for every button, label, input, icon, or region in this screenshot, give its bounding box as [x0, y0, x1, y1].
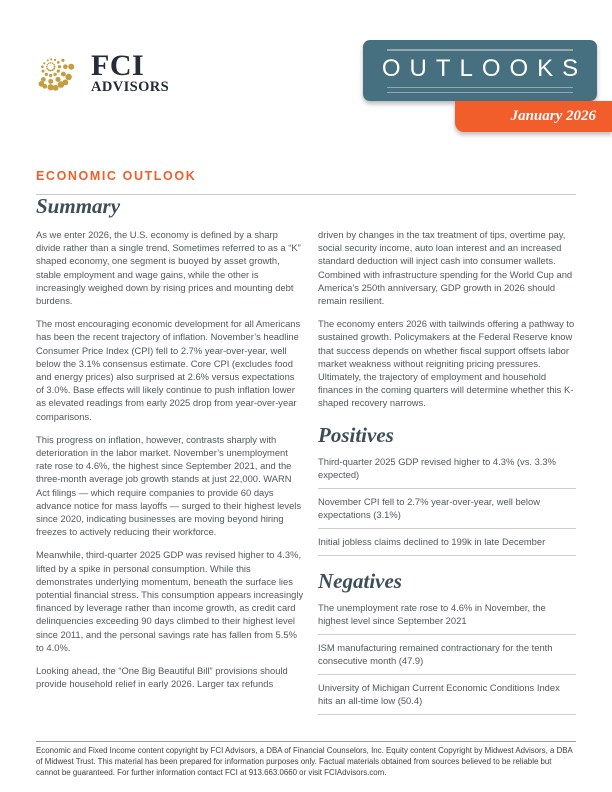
masthead	[363, 40, 597, 101]
summary-heading: Summary	[36, 194, 121, 218]
footer-disclaimer: Economic and Fixed Income content copyright by FCI Advisors, a DBA of Financial Counselors, Inc. Equity content Copyright by Midwest Advisors, a DBA of Midwest Trust. This material has been prepared for information purposes only. Factual materials obtained from sources believed to be reliable but cannot be guaranteed. For further information contact FCI at 913.663.0660 or visit FCIAdvisors.com.	[36, 746, 573, 777]
brand-name-top: FCI	[91, 49, 145, 82]
summary-paragraph: The economy enters 2026 with tailwinds offering a pathway to sustained growth. Policymakers at the Federal Reserve know that success depends on whether fiscal support offsets labor market weakness without reigniting pricing pressures. Ultimately, the trajectory of employment and household finances in the coming quarters will determine whether this K-shaped recovery narrows.	[318, 318, 575, 409]
fci-globe-icon	[36, 54, 83, 101]
summary-paragraph: driven by changes in the tax treatment of tips, overtime pay, social security income, auto loan interest and an increased standard deduction will inject cash into consumer wallets. Combined with infrastructure spending for the World Cup and America’s 250th anniversary, GDP growth in 2026 should remain resilient.	[318, 229, 573, 307]
article-body	[36, 195, 576, 715]
masthead-rule-bottom	[387, 87, 573, 93]
left-column	[36, 195, 304, 715]
positive-item: Third-quarter 2025 GDP revised higher to 4.3% (vs. 3.3% expected)	[318, 449, 576, 489]
positives-heading: Positives	[318, 422, 394, 447]
fci-logo	[36, 49, 170, 101]
negative-item: The unemployment rate rose to 4.6% in November, the highest level since September 2021	[318, 595, 576, 635]
issue-date-banner: January 2026	[455, 101, 612, 132]
positive-item: November CPI fell to 2.7% year-over-year, well below expectations (3.1%)	[318, 489, 576, 529]
summary-paragraph: Looking ahead, the “One Big Beautiful Bill” provisions should provide household relief in early 2026. Larger tax refunds	[36, 665, 288, 690]
negative-item: University of Michigan Current Economic Conditions Index hits an all-time low (50.4)	[318, 675, 576, 715]
negatives-heading: Negatives	[318, 568, 402, 593]
section-header	[36, 167, 576, 195]
footer	[36, 741, 576, 778]
brand-name	[91, 49, 170, 95]
right-column	[318, 195, 576, 715]
summary-paragraph: As we enter 2026, the U.S. economy is defined by a sharp divide rather than a single trend. Sometimes referred to as a “K” shaped economy, one segment is buoyed by asset growth, stable employment and wage gains, while the other is increasingly weighed down by rising prices and mounting debt burdens.	[36, 229, 301, 307]
summary-paragraph: The most encouraging economic development for all Americans has been the recent trajectory of inflation. November’s headline Consumer Price Index (CPI) fell to 2.7% year-over-year, well below the 3.1% consensus estimate. Core CPI (excludes food and energy prices) also surprised at 2.6% versus expectations of 3.0%. Base effects will likely continue to push inflation lower as elevated readings from early 2025 drop from year-over-year comparisons.	[36, 318, 301, 422]
negative-item: ISM manufacturing remained contractionary for the tenth consecutive month (47.9)	[318, 635, 576, 675]
economic-outlook-title: ECONOMIC OUTLOOK	[36, 169, 197, 183]
summary-paragraph: Meanwhile, third-quarter 2025 GDP was revised higher to 4.3%, lifted by a spike in personal consumption. While this demonstrates underlying momentum, beneath the surface lies potential financial stress. This consumption appears increasingly financed by leverage rather than income growth, as credit card delinquencies exceeding 90 days climbed to their highest level since 2011, and the personal savings rate has fallen from 5.5% to 4.0%.	[36, 549, 304, 653]
masthead-title: OUTLOOKS	[381, 54, 588, 82]
summary-paragraph: This progress on inflation, however, contrasts sharply with deterioration in the labor market. November’s unemployment rate rose to 4.6%, the highest since September 2021, and the three-month average job growth stands at just 22,000. WARN Act filings — which require companies to provide 60 days advance notice for mass layoffs — surged to their highest levels since 2020, indicating businesses are moving beyond hiring freezes to actively reducing their workforce.	[36, 433, 302, 538]
negatives-list	[318, 595, 576, 715]
positive-item: Initial jobless claims declined to 199k in late December	[318, 529, 576, 556]
brand-name-bottom: ADVISORS	[91, 79, 170, 95]
positives-list	[318, 449, 576, 556]
